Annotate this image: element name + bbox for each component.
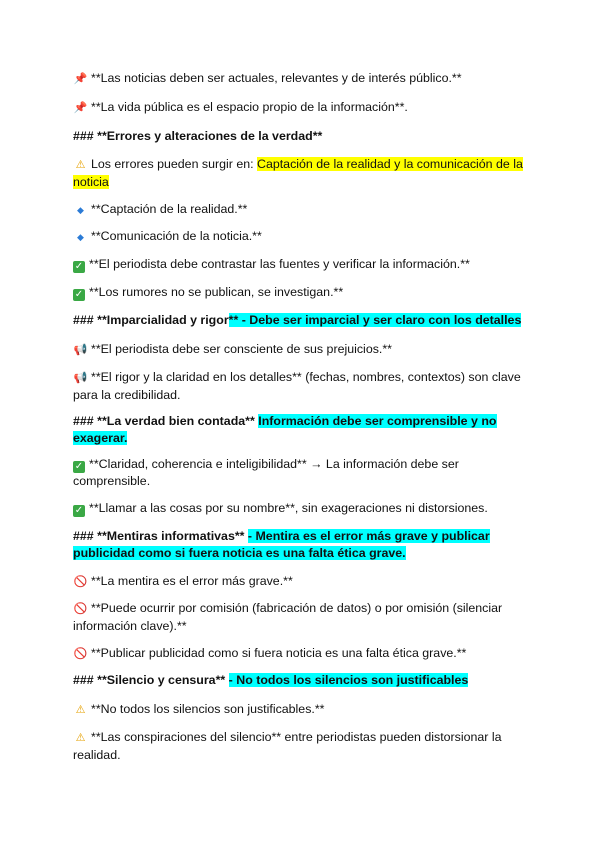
heading-silencio xyxy=(73,672,525,689)
paragraph-12 xyxy=(73,645,525,663)
highlight-text: Información debe ser comprensible y no exagerar. xyxy=(73,414,497,445)
warning-icon: ⚠ xyxy=(75,732,86,744)
check-mark-icon: ✓ xyxy=(74,505,84,516)
heading-text: ### **Imparcialidad y rigor xyxy=(73,313,229,327)
highlight-text: ** - Debe ser imparcial y ser claro con los detalles xyxy=(228,313,522,327)
paragraph-text: **La vida pública es el espacio propio de la información**. xyxy=(91,100,408,114)
paragraph-11 xyxy=(73,600,525,635)
blue-diamond-icon: ◆ xyxy=(77,205,84,215)
paragraph-9 xyxy=(73,500,525,517)
paragraph-6 xyxy=(73,341,525,359)
paragraph-text: **Las noticias deben ser actuales, relevantes y de interés público.** xyxy=(91,71,462,85)
warning-icon: ⚠ xyxy=(75,704,86,716)
prohibited-icon: 🚫 xyxy=(73,576,88,588)
paragraph-text: **El rigor y la claridad en los detalles** (fechas, nombres, contextos) son clave para la credibilidad. xyxy=(73,370,521,402)
blue-diamond-icon: ◆ xyxy=(77,232,84,242)
paragraph-10 xyxy=(73,573,525,591)
heading-text: ### **Silencio y censura** xyxy=(73,673,229,687)
paragraph-text: **Los rumores no se publican, se investigan.** xyxy=(89,285,344,299)
paragraph-1 xyxy=(73,70,525,88)
paragraph-2 xyxy=(73,99,525,117)
heading-text: ### **Mentiras informativas** xyxy=(73,529,248,543)
paragraph-7 xyxy=(73,369,525,404)
megaphone-icon: 📢 xyxy=(73,344,88,356)
paragraph-text: **El periodista debe contrastar las fuentes y verificar la información.** xyxy=(89,257,470,271)
heading-mentiras xyxy=(73,528,525,562)
check-mark-icon: ✓ xyxy=(74,289,84,300)
warning-icon: ⚠ xyxy=(75,159,86,171)
heading-imparcialidad xyxy=(73,312,525,329)
prohibited-icon: 🚫 xyxy=(73,603,88,615)
pushpin-icon: 📌 xyxy=(73,73,88,85)
paragraph-text: **Las conspiraciones del silencio** entre periodistas pueden distorsionar la realidad. xyxy=(73,730,502,762)
list-item-1 xyxy=(73,201,525,219)
heading-verdad xyxy=(73,413,525,447)
heading-text: ### **La verdad bien contada** xyxy=(73,414,259,428)
paragraph-text: **El periodista debe ser consciente de sus prejuicios.** xyxy=(91,342,392,356)
paragraph-5 xyxy=(73,284,525,301)
paragraph-text: **Captación de la realidad.** xyxy=(91,202,248,216)
paragraph-text: **La mentira es el error más grave.** xyxy=(91,574,293,588)
check-mark-icon: ✓ xyxy=(74,461,84,472)
megaphone-icon: 📢 xyxy=(73,372,88,384)
paragraph-14 xyxy=(73,729,525,764)
paragraph-text: **Comunicación de la noticia.** xyxy=(91,229,262,243)
paragraph-text: Los errores pueden surgir en: xyxy=(91,157,257,171)
check-mark-icon: ✓ xyxy=(74,261,84,272)
pushpin-icon: 📌 xyxy=(73,102,88,114)
paragraph-3 xyxy=(73,156,525,191)
list-item-2 xyxy=(73,228,525,246)
highlight-text: - No todos los silencios son justificables xyxy=(228,673,469,687)
paragraph-text: **Publicar publicidad como si fuera noticia es una falta ética grave.** xyxy=(91,646,467,660)
prohibited-icon: 🚫 xyxy=(73,648,88,660)
heading-errores xyxy=(73,128,525,145)
highlight-text: Captación de la realidad y la comunicación de la noticia xyxy=(73,157,523,189)
paragraph-text: **Llamar a las cosas por su nombre**, sin exageraciones ni distorsiones. xyxy=(89,501,488,515)
heading-text: ### **Errores y alteraciones de la verdad** xyxy=(73,129,323,143)
paragraph-text: **Puede ocurrir por comisión (fabricación de datos) o por omisión (silenciar información clave).** xyxy=(73,601,503,633)
paragraph-4 xyxy=(73,256,525,273)
paragraph-text: **Claridad, coherencia e inteligibilidad** → La información debe ser comprensible. xyxy=(73,457,459,488)
paragraph-text: **No todos los silencios son justificables.** xyxy=(91,702,325,716)
highlight-text: - Mentira es el error más grave y publicar publicidad como si fuera noticia es una falta ética grave. xyxy=(73,529,490,560)
paragraph-13 xyxy=(73,701,525,719)
paragraph-8 xyxy=(73,456,525,490)
